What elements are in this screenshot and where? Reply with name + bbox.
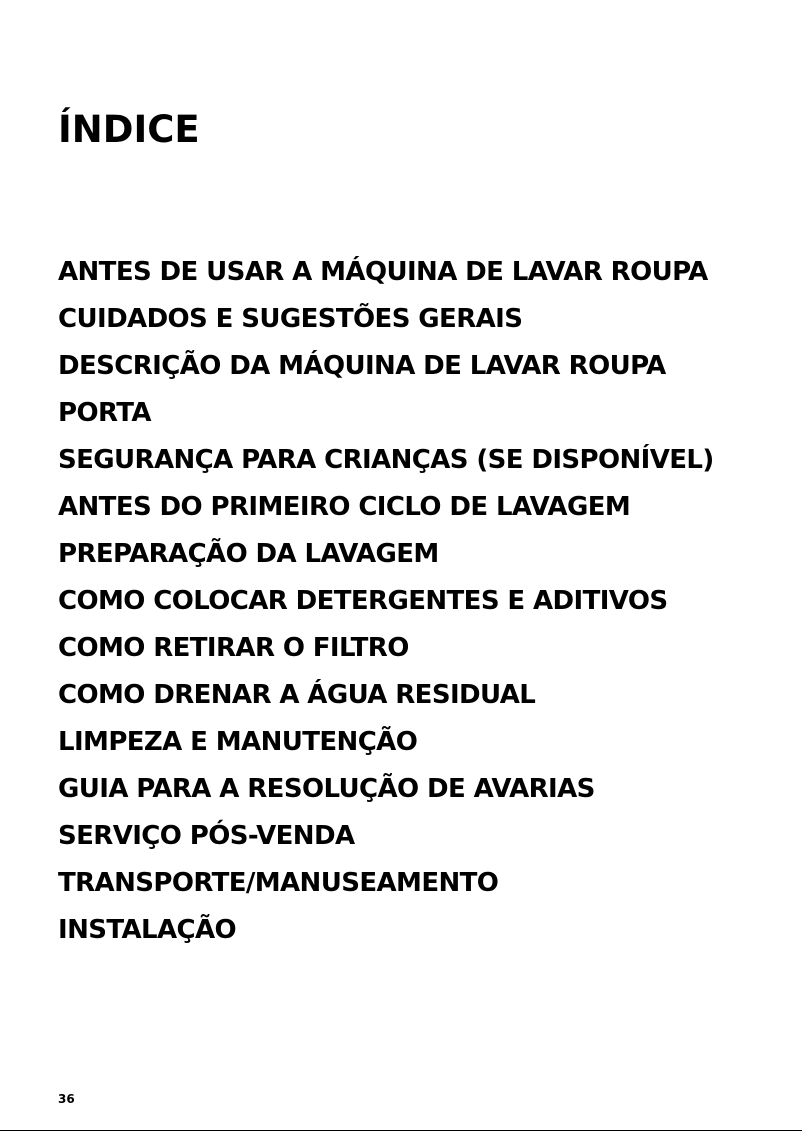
bottom-divider [0,1130,802,1131]
toc-item-detergentes-aditivos[interactable]: COMO COLOCAR DETERGENTES E ADITIVOS [58,586,668,616]
table-of-contents [58,256,738,961]
page-title: ÍNDICE [58,108,200,151]
toc-item-descricao[interactable]: DESCRIÇÃO DA MÁQUINA DE LAVAR ROUPA [58,351,666,381]
toc-item-seguranca-criancas[interactable]: SEGURANÇA PARA CRIANÇAS (SE DISPONÍVEL) [58,445,714,475]
toc-item-cuidados-e-sugestoes[interactable]: CUIDADOS E SUGESTÕES GERAIS [58,304,523,334]
toc-item-antes-de-usar[interactable]: ANTES DE USAR A MÁQUINA DE LAVAR ROUPA [58,257,708,287]
toc-item-instalacao[interactable]: INSTALAÇÃO [58,915,236,945]
toc-item-retirar-filtro[interactable]: COMO RETIRAR O FILTRO [58,633,409,663]
toc-item-antes-primeiro-ciclo[interactable]: ANTES DO PRIMEIRO CICLO DE LAVAGEM [58,492,631,522]
toc-item-resolucao-avarias[interactable]: GUIA PARA A RESOLUÇÃO DE AVARIAS [58,774,595,804]
toc-item-preparacao-lavagem[interactable]: PREPARAÇÃO DA LAVAGEM [58,539,439,569]
toc-item-porta[interactable]: PORTA [58,398,151,428]
toc-item-servico-pos-venda[interactable]: SERVIÇO PÓS-VENDA [58,821,355,851]
toc-item-limpeza-manutencao[interactable]: LIMPEZA E MANUTENÇÃO [58,727,418,757]
toc-item-drenar-agua[interactable]: COMO DRENAR A ÁGUA RESIDUAL [58,680,536,710]
page-number: 36 [58,1092,75,1106]
toc-item-transporte[interactable]: TRANSPORTE/MANUSEAMENTO [58,868,499,898]
